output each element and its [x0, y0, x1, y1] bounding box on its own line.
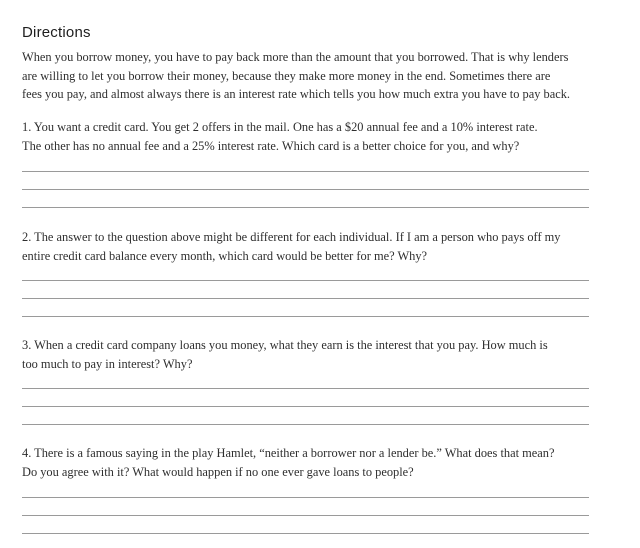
- answer-line[interactable]: [22, 497, 589, 498]
- answer-line[interactable]: [22, 388, 589, 389]
- question-text-line: 3. When a credit card company loans you money, what they earn is the interest that you pay. How much is: [22, 338, 548, 352]
- answer-line[interactable]: [22, 298, 589, 299]
- question-text-line: The other has no annual fee and a 25% interest rate. Which card is a better choice for you, and why?: [22, 138, 520, 153]
- question-text-line: 2. The answer to the question above might be different for each individual. If I am a person who pays off my: [22, 230, 561, 244]
- question-4: [22, 444, 622, 481]
- question-text-line: 4. There is a famous saying in the play Hamlet, “neither a borrower nor a lender be.” What does that mean?: [22, 446, 555, 460]
- answer-line[interactable]: [22, 171, 589, 172]
- answer-line[interactable]: [22, 280, 589, 281]
- directions-text: [22, 48, 622, 104]
- question-text-line: 1. You want a credit card. You get 2 offers in the mail. One has a $20 annual fee and a 10% interest rate.: [22, 120, 538, 134]
- question-2: [22, 228, 622, 265]
- directions-line: fees you pay, and almost always there is an interest rate which tells you how much extra you have to pay back.: [22, 87, 571, 101]
- directions-line: When you borrow money, you have to pay back more than the amount that you borrowed. That is why lenders: [22, 50, 569, 64]
- directions-line: are willing to let you borrow their money, because they make more money in the end. Sometimes there are: [22, 68, 551, 83]
- answer-line[interactable]: [22, 207, 589, 208]
- question-1: [22, 118, 622, 155]
- answer-line[interactable]: [22, 424, 589, 425]
- question-3: [22, 336, 622, 373]
- answer-line[interactable]: [22, 406, 589, 407]
- answer-line[interactable]: [22, 515, 589, 516]
- answer-line[interactable]: [22, 316, 589, 317]
- answer-line[interactable]: [22, 533, 589, 534]
- question-text-line: too much to pay in interest? Why?: [22, 356, 193, 371]
- question-text-line: Do you agree with it? What would happen if no one ever gave loans to people?: [22, 464, 414, 479]
- question-text-line: entire credit card balance every month, which card would be better for me? Why?: [22, 248, 428, 263]
- directions-heading: Directions: [22, 24, 91, 41]
- answer-line[interactable]: [22, 189, 589, 190]
